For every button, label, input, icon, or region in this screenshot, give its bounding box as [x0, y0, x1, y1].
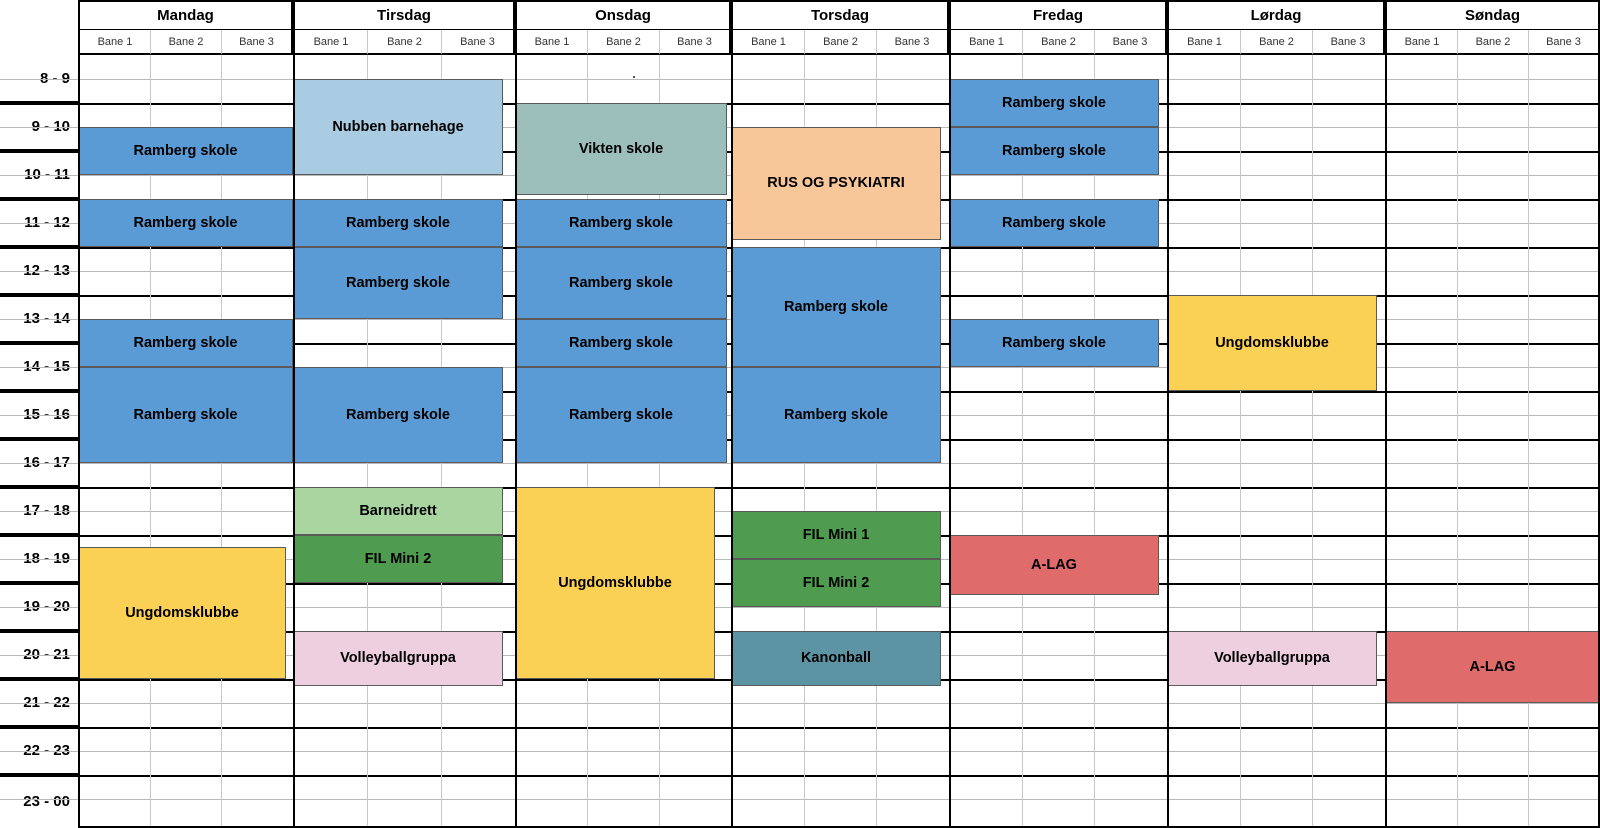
day-divider: [1167, 0, 1169, 828]
day-divider: [78, 0, 80, 828]
day-header-lordag: Lørdag: [1167, 0, 1385, 30]
event-block[interactable]: Ramberg skole: [515, 199, 727, 247]
day-header-tirsdag: Tirsdag: [293, 0, 515, 30]
event-block[interactable]: Ramberg skole: [78, 319, 293, 367]
event-block[interactable]: Ramberg skole: [731, 247, 941, 367]
event-block[interactable]: Ramberg skole: [78, 127, 293, 175]
lane-header-lordag-bane1: Bane 1: [1167, 30, 1240, 55]
day-header-onsdag: Onsdag: [515, 0, 731, 30]
event-block[interactable]: Ungdomsklubbe: [515, 487, 715, 679]
lane-header-torsdag-bane3: Bane 3: [876, 30, 949, 55]
event-block[interactable]: Ramberg skole: [78, 199, 293, 247]
event-block[interactable]: Ramberg skole: [731, 367, 941, 463]
day-header-mandag: Mandag: [78, 0, 293, 30]
day-divider: [515, 0, 517, 828]
day-header-torsdag: Torsdag: [731, 0, 949, 30]
event-block[interactable]: Ramberg skole: [293, 367, 503, 463]
lane-divider: [1312, 55, 1313, 828]
day-divider: [293, 0, 295, 828]
event-block[interactable]: Ramberg skole: [515, 247, 727, 319]
lane-header-tirsdag-bane3: Bane 3: [441, 30, 515, 55]
time-label-15-16: 15 - 16: [0, 391, 78, 439]
event-block[interactable]: Ramberg skole: [949, 127, 1159, 175]
row-divider-minor: [0, 751, 1600, 752]
time-label-13-14: 13 - 14: [0, 295, 78, 343]
row-divider-minor: [0, 463, 1600, 464]
lane-header-mandag-bane1: Bane 1: [78, 30, 150, 55]
event-block[interactable]: Ramberg skole: [949, 199, 1159, 247]
lane-header-mandag-bane3: Bane 3: [221, 30, 293, 55]
event-block[interactable]: Ramberg skole: [949, 319, 1159, 367]
event-block[interactable]: Ungdomsklubbe: [1167, 295, 1377, 391]
lane-header-fredag-bane3: Bane 3: [1094, 30, 1167, 55]
event-block[interactable]: A-LAG: [949, 535, 1159, 595]
time-label-11-12: 11 - 12: [0, 199, 78, 247]
event-block[interactable]: FIL Mini 2: [731, 559, 941, 607]
event-block[interactable]: A-LAG: [1385, 631, 1600, 703]
event-block[interactable]: Ramberg skole: [293, 199, 503, 247]
day-header-fredag: Fredag: [949, 0, 1167, 30]
time-label-16-17: 16 - 17: [0, 439, 78, 487]
event-block[interactable]: Volleyballgruppa: [293, 631, 503, 686]
time-label-12-13: 12 - 13: [0, 247, 78, 295]
row-divider-minor: [0, 703, 1600, 704]
time-label-8-9: 8 - 9: [0, 55, 78, 103]
event-block[interactable]: Ungdomsklubbe: [78, 547, 286, 679]
lane-header-mandag-bane2: Bane 2: [150, 30, 221, 55]
time-label-23-00: 23 - 00: [0, 775, 78, 828]
time-label-10-11: 10 - 11: [0, 151, 78, 199]
lane-header-fredag-bane1: Bane 1: [949, 30, 1022, 55]
row-divider: [0, 775, 1600, 777]
time-label-20-21: 20 - 21: [0, 631, 78, 679]
event-block[interactable]: Ramberg skole: [293, 247, 503, 319]
row-divider-minor: [0, 799, 1600, 800]
day-header-sondag: Søndag: [1385, 0, 1600, 30]
lane-header-torsdag-bane2: Bane 2: [804, 30, 876, 55]
event-block[interactable]: FIL Mini 2: [293, 535, 503, 583]
row-divider: [0, 487, 1600, 489]
event-block[interactable]: Nubben barnehage: [293, 79, 503, 175]
day-divider: [731, 0, 733, 828]
lane-header-onsdag-bane1: Bane 1: [515, 30, 587, 55]
event-block[interactable]: Ramberg skole: [949, 79, 1159, 127]
event-block[interactable]: FIL Mini 1: [731, 511, 941, 559]
lane-header-onsdag-bane3: Bane 3: [659, 30, 731, 55]
event-block[interactable]: RUS OG PSYKIATRI: [731, 127, 941, 240]
lane-header-lordag-bane3: Bane 3: [1312, 30, 1385, 55]
time-label-21-22: 21 - 22: [0, 679, 78, 727]
row-divider: [0, 103, 1600, 105]
lane-divider: [1457, 55, 1458, 828]
stray-dot: [633, 76, 635, 78]
time-label-17-18: 17 - 18: [0, 487, 78, 535]
lane-header-onsdag-bane2: Bane 2: [587, 30, 659, 55]
day-divider: [949, 0, 951, 828]
time-label-14-15: 14 - 15: [0, 343, 78, 391]
lane-header-fredag-bane2: Bane 2: [1022, 30, 1094, 55]
lane-divider: [1240, 55, 1241, 828]
event-block[interactable]: Volleyballgruppa: [1167, 631, 1377, 686]
event-block[interactable]: Vikten skole: [515, 103, 727, 195]
lane-divider: [1528, 55, 1529, 828]
lane-header-sondag-bane3: Bane 3: [1528, 30, 1600, 55]
day-divider: [1385, 0, 1387, 828]
lane-header-sondag-bane1: Bane 1: [1385, 30, 1457, 55]
time-label-9-10: 9 - 10: [0, 103, 78, 151]
time-label-22-23: 22 - 23: [0, 727, 78, 775]
event-block[interactable]: Kanonball: [731, 631, 941, 686]
lane-header-torsdag-bane1: Bane 1: [731, 30, 804, 55]
time-label-19-20: 19 - 20: [0, 583, 78, 631]
event-block[interactable]: Ramberg skole: [515, 367, 727, 463]
row-divider: [0, 727, 1600, 729]
event-block[interactable]: Ramberg skole: [78, 367, 293, 463]
lane-header-lordag-bane2: Bane 2: [1240, 30, 1312, 55]
lane-header-sondag-bane2: Bane 2: [1457, 30, 1528, 55]
row-divider-minor: [0, 79, 1600, 80]
event-block[interactable]: Barneidrett: [293, 487, 503, 535]
lane-header-tirsdag-bane2: Bane 2: [367, 30, 441, 55]
event-block[interactable]: Ramberg skole: [515, 319, 727, 367]
time-label-18-19: 18 - 19: [0, 535, 78, 583]
lane-header-tirsdag-bane1: Bane 1: [293, 30, 367, 55]
